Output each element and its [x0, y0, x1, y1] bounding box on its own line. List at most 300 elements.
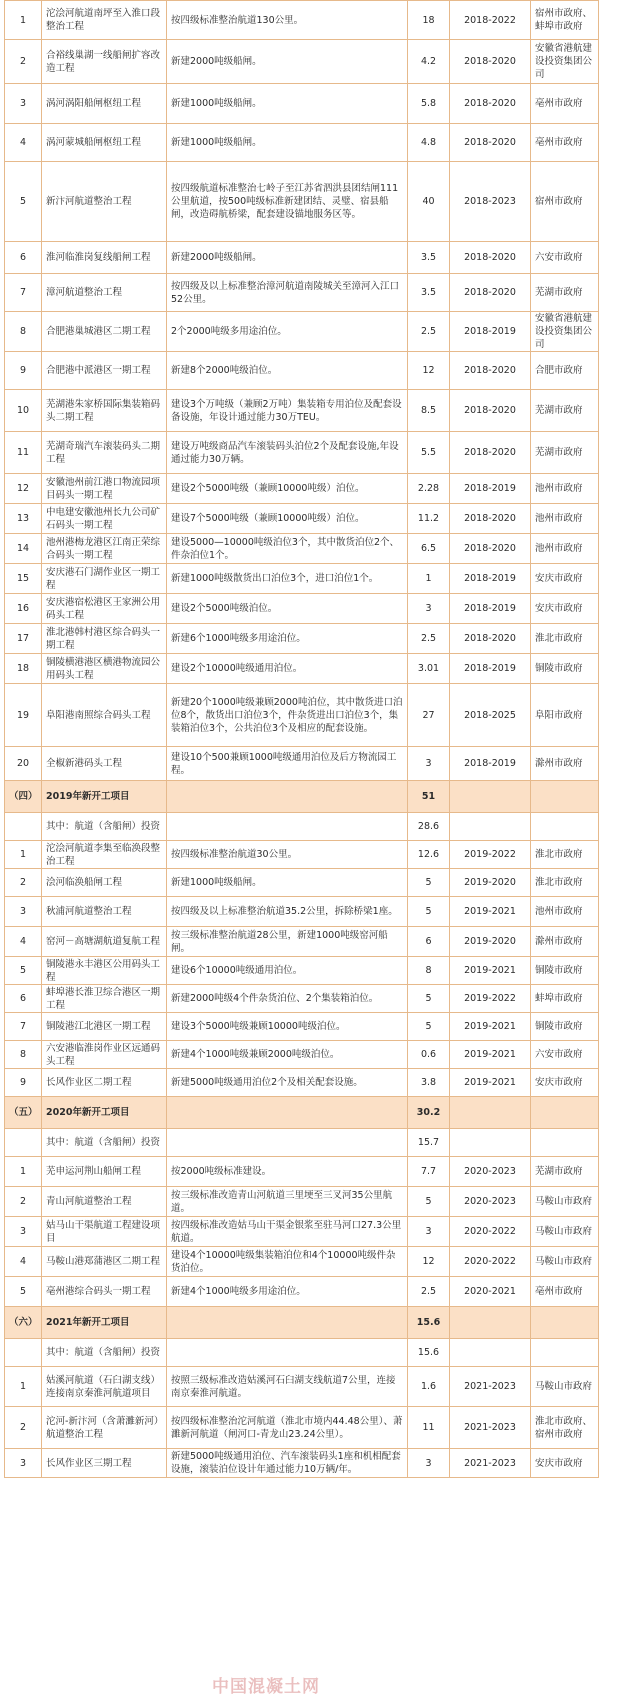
cell-project-name: 姑溪河航道（石臼湖支线）连接南京秦淮河航道项目: [42, 1367, 167, 1407]
cell-owner: 安徽省港航建设投资集团公司: [531, 312, 599, 352]
cell-investment: 1: [408, 564, 450, 594]
cell-period: 2018-2019: [450, 564, 531, 594]
cell-period: 2021-2023: [450, 1449, 531, 1478]
cell-owner: 马鞍山市政府: [531, 1217, 599, 1247]
cell-description: 新建4个1000吨级多用途泊位。: [167, 1277, 408, 1307]
table-row: [5, 1217, 599, 1247]
table-row: [5, 1013, 599, 1041]
cell-owner: 亳州市政府: [531, 124, 599, 162]
cell-investment: 3: [408, 1449, 450, 1478]
cell-index: 14: [5, 534, 42, 564]
cell-description: 按四级及以上标准整治漳河航道南陵城关至漳河入江口52公里。: [167, 274, 408, 312]
cell-index: 8: [5, 1041, 42, 1069]
cell-index: 12: [5, 474, 42, 504]
cell-investment: 15.6: [408, 1307, 450, 1339]
cell-period: 2020-2023: [450, 1187, 531, 1217]
cell-index: 5: [5, 162, 42, 242]
cell-investment: 6: [408, 927, 450, 957]
cell-index: 17: [5, 624, 42, 654]
cell-period: 2019-2021: [450, 1069, 531, 1097]
table-row: [5, 390, 599, 432]
cell-period: 2018-2020: [450, 390, 531, 432]
cell-period: 2020-2023: [450, 1157, 531, 1187]
table-row: [5, 985, 599, 1013]
cell-description: [167, 1339, 408, 1367]
table-row: [5, 312, 599, 352]
cell-project-name: 蚌埠港长淮卫综合港区一期工程: [42, 985, 167, 1013]
cell-description: 建设2个10000吨级通用泊位。: [167, 654, 408, 684]
cell-project-name: 芜湖港朱家桥国际集装箱码头二期工程: [42, 390, 167, 432]
table-row: [5, 124, 599, 162]
table-row: [5, 242, 599, 274]
cell-project-name: 2019年新开工项目: [42, 781, 167, 813]
cell-owner: 芜湖市政府: [531, 432, 599, 474]
cell-description: 按四级标准整治沱河航道（淮北市境内44.48公里）、萧濉新河航道（闸河口-青龙山23.24公里）。: [167, 1407, 408, 1449]
cell-description: 按三级标准改造青山河航道三里埂至三叉河35公里航道。: [167, 1187, 408, 1217]
cell-period: [450, 813, 531, 841]
cell-period: 2019-2021: [450, 957, 531, 985]
cell-investment: 8.5: [408, 390, 450, 432]
cell-description: 新建5000吨级通用泊位2个及相关配套设施。: [167, 1069, 408, 1097]
cell-investment: 11: [408, 1407, 450, 1449]
cell-owner: 亳州市政府: [531, 1277, 599, 1307]
cell-index: 1: [5, 841, 42, 869]
cell-description: 建设3个万吨级（兼顾2万吨）集装箱专用泊位及配套设备设施，年设计通过能力30万TEU。: [167, 390, 408, 432]
cell-period: 2018-2020: [450, 242, 531, 274]
cell-investment: 12: [408, 1247, 450, 1277]
cell-owner: 马鞍山市政府: [531, 1247, 599, 1277]
cell-index: [5, 813, 42, 841]
cell-index: 3: [5, 1449, 42, 1478]
table-row: [5, 1157, 599, 1187]
cell-period: 2019-2021: [450, 1013, 531, 1041]
cell-owner: 池州市政府: [531, 897, 599, 927]
cell-description: 建设2个5000吨级泊位。: [167, 594, 408, 624]
cell-owner: 芜湖市政府: [531, 274, 599, 312]
cell-owner: [531, 781, 599, 813]
cell-description: 按照三级标准改造姑溪河石臼湖支线航道7公里，连接南京秦淮河航道。: [167, 1367, 408, 1407]
table-row: [5, 897, 599, 927]
cell-owner: 安徽省港航建设投资集团公司: [531, 40, 599, 84]
cell-project-name: 亳州港综合码头一期工程: [42, 1277, 167, 1307]
table-row: [5, 1, 599, 40]
cell-owner: 淮北市政府: [531, 624, 599, 654]
cell-index: 10: [5, 390, 42, 432]
cell-project-name: 安庆港宿松港区王家洲公用码头工程: [42, 594, 167, 624]
table-row: [5, 1069, 599, 1097]
cell-description: 新建2000吨级船闸。: [167, 40, 408, 84]
cell-description: 按四级标准整治航道130公里。: [167, 1, 408, 40]
cell-period: 2018-2019: [450, 474, 531, 504]
cell-index: 5: [5, 957, 42, 985]
cell-description: 建设2个5000吨级（兼顾10000吨级）泊位。: [167, 474, 408, 504]
cell-owner: 淮北市政府: [531, 869, 599, 897]
cell-owner: 六安市政府: [531, 242, 599, 274]
cell-investment: 3.8: [408, 1069, 450, 1097]
cell-project-name: 淮北港韩村港区综合码头一期工程: [42, 624, 167, 654]
project-table-body: [5, 1, 599, 1478]
cell-index: （四）: [5, 781, 42, 813]
cell-owner: [531, 1307, 599, 1339]
table-row: [5, 564, 599, 594]
cell-project-name: 新汴河航道整治工程: [42, 162, 167, 242]
cell-index: 1: [5, 1, 42, 40]
cell-investment: 3.01: [408, 654, 450, 684]
cell-project-name: 铜陵港江北港区一期工程: [42, 1013, 167, 1041]
table-row: [5, 1367, 599, 1407]
cell-index: 7: [5, 1013, 42, 1041]
cell-investment: 5: [408, 1187, 450, 1217]
cell-investment: 40: [408, 162, 450, 242]
cell-description: 按四级航道标准整治七岭子至江苏省泗洪县团结闸111公里航道，按500吨级标准新建团结、灵璧、宿县船闸，改造碍航桥梁，配套建设锚地服务区等。: [167, 162, 408, 242]
cell-description: 建设4个10000吨级集装箱泊位和4个10000吨级件杂货泊位。: [167, 1247, 408, 1277]
cell-investment: 5.5: [408, 432, 450, 474]
cell-period: [450, 781, 531, 813]
cell-period: 2019-2020: [450, 927, 531, 957]
cell-period: 2020-2022: [450, 1217, 531, 1247]
cell-index: （五）: [5, 1097, 42, 1129]
cell-investment: 2.28: [408, 474, 450, 504]
cell-owner: 六安市政府: [531, 1041, 599, 1069]
cell-project-name: 涡河涡阳船闸枢纽工程: [42, 84, 167, 124]
cell-owner: 安庆市政府: [531, 594, 599, 624]
cell-investment: 5: [408, 869, 450, 897]
cell-owner: 芜湖市政府: [531, 1157, 599, 1187]
cell-investment: 5: [408, 897, 450, 927]
section-row: [5, 781, 599, 813]
cell-investment: 28.6: [408, 813, 450, 841]
cell-owner: [531, 1339, 599, 1367]
cell-investment: 3: [408, 747, 450, 781]
cell-investment: 15.6: [408, 1339, 450, 1367]
cell-description: 建设7个5000吨级（兼顾10000吨级）泊位。: [167, 504, 408, 534]
table-row: [5, 274, 599, 312]
cell-project-name: 芜湖奇瑞汽车滚装码头二期工程: [42, 432, 167, 474]
cell-investment: 3: [408, 594, 450, 624]
section-row: [5, 1097, 599, 1129]
cell-index: 4: [5, 1247, 42, 1277]
table-row: [5, 1247, 599, 1277]
cell-period: 2018-2020: [450, 624, 531, 654]
cell-owner: [531, 813, 599, 841]
cell-period: [450, 1097, 531, 1129]
cell-project-name: 沱浍河航道南坪至入淮口段整治工程: [42, 1, 167, 40]
table-row: [5, 1407, 599, 1449]
cell-index: 3: [5, 897, 42, 927]
cell-owner: [531, 1097, 599, 1129]
cell-project-name: 六安港临淮岗作业区远通码头工程: [42, 1041, 167, 1069]
cell-project-name: 其中：航道（含船闸）投资: [42, 1129, 167, 1157]
cell-owner: 宿州市政府: [531, 162, 599, 242]
cell-investment: 15.7: [408, 1129, 450, 1157]
cell-investment: 3.5: [408, 274, 450, 312]
cell-investment: 5.8: [408, 84, 450, 124]
cell-owner: 宿州市政府、蚌埠市政府: [531, 1, 599, 40]
cell-index: 9: [5, 352, 42, 390]
cell-period: 2018-2025: [450, 684, 531, 747]
cell-project-name: 中电建安徽池州长九公司矿石码头一期工程: [42, 504, 167, 534]
cell-investment: 12.6: [408, 841, 450, 869]
cell-index: 13: [5, 504, 42, 534]
cell-index: 1: [5, 1157, 42, 1187]
table-row: [5, 84, 599, 124]
cell-description: 新建5000吨级通用泊位、汽车滚装码头1座和机相配套设施，滚装泊位设计年通过能力10万辆/年。: [167, 1449, 408, 1478]
table-row: [5, 504, 599, 534]
cell-period: 2021-2023: [450, 1407, 531, 1449]
cell-project-name: 沱河-新汴河（含萧濉新河）航道整治工程: [42, 1407, 167, 1449]
table-row: [5, 1277, 599, 1307]
table-row: [5, 1187, 599, 1217]
cell-period: 2018-2020: [450, 124, 531, 162]
cell-description: [167, 813, 408, 841]
cell-description: [167, 1307, 408, 1339]
cell-description: 建设3个5000吨级兼顾10000吨级泊位。: [167, 1013, 408, 1041]
cell-description: 新建2000吨级船闸。: [167, 242, 408, 274]
cell-project-name: 合肥港中派港区一期工程: [42, 352, 167, 390]
cell-investment: 4.2: [408, 40, 450, 84]
cell-description: 按四级及以上标准整治航道35.2公里，拆除桥梁1座。: [167, 897, 408, 927]
cell-period: 2018-2019: [450, 654, 531, 684]
table-row: [5, 927, 599, 957]
cell-owner: 池州市政府: [531, 504, 599, 534]
cell-owner: 淮北市政府、宿州市政府: [531, 1407, 599, 1449]
table-row: [5, 162, 599, 242]
cell-investment: 12: [408, 352, 450, 390]
cell-description: 建设10个500兼顾1000吨级通用泊位及后方物流园工程。: [167, 747, 408, 781]
cell-investment: 18: [408, 1, 450, 40]
cell-description: 2个2000吨级多用途泊位。: [167, 312, 408, 352]
cell-investment: 5: [408, 1013, 450, 1041]
cell-project-name: 2021年新开工项目: [42, 1307, 167, 1339]
cell-project-name: 2020年新开工项目: [42, 1097, 167, 1129]
table-row: [5, 474, 599, 504]
cell-period: 2018-2019: [450, 312, 531, 352]
cell-index: 11: [5, 432, 42, 474]
cell-description: 新建6个1000吨级多用途泊位。: [167, 624, 408, 654]
cell-index: 6: [5, 242, 42, 274]
cell-period: [450, 1339, 531, 1367]
cell-index: （六）: [5, 1307, 42, 1339]
cell-owner: 池州市政府: [531, 474, 599, 504]
cell-project-name: 姑马山干渠航道工程建设项目: [42, 1217, 167, 1247]
section-row: [5, 1307, 599, 1339]
table-row: [5, 624, 599, 654]
cell-owner: 滁州市政府: [531, 747, 599, 781]
cell-owner: 亳州市政府: [531, 84, 599, 124]
cell-investment: 6.5: [408, 534, 450, 564]
cell-description: 按四级标准改造姑马山干渠金银浆至驻马河口27.3公里航道。: [167, 1217, 408, 1247]
project-table: [4, 0, 599, 1478]
cell-investment: 2.5: [408, 1277, 450, 1307]
subtotal-row: [5, 1129, 599, 1157]
cell-owner: [531, 1129, 599, 1157]
cell-index: [5, 1339, 42, 1367]
cell-investment: 27: [408, 684, 450, 747]
cell-index: 4: [5, 927, 42, 957]
cell-description: 建设6个10000吨级通用泊位。: [167, 957, 408, 985]
cell-index: 2: [5, 1407, 42, 1449]
cell-owner: 合肥市政府: [531, 352, 599, 390]
cell-period: 2018-2022: [450, 1, 531, 40]
cell-index: 6: [5, 985, 42, 1013]
cell-project-name: 合肥港巢城港区二期工程: [42, 312, 167, 352]
cell-description: 按三级标准整治航道28公里，新建1000吨级窑河船闸。: [167, 927, 408, 957]
cell-period: 2019-2020: [450, 869, 531, 897]
cell-project-name: 铜陵港永丰港区公用码头工程: [42, 957, 167, 985]
table-row: [5, 841, 599, 869]
cell-description: 新建1000吨级船闸。: [167, 124, 408, 162]
cell-owner: 阜阳市政府: [531, 684, 599, 747]
cell-period: 2019-2022: [450, 985, 531, 1013]
table-row: [5, 432, 599, 474]
cell-index: 5: [5, 1277, 42, 1307]
cell-period: 2019-2021: [450, 897, 531, 927]
cell-project-name: 其中：航道（含船闸）投资: [42, 813, 167, 841]
cell-project-name: 长风作业区三期工程: [42, 1449, 167, 1478]
cell-index: 3: [5, 1217, 42, 1247]
cell-description: [167, 1129, 408, 1157]
cell-period: 2020-2022: [450, 1247, 531, 1277]
cell-index: 2: [5, 869, 42, 897]
cell-project-name: 全椒新港码头工程: [42, 747, 167, 781]
table-row: [5, 654, 599, 684]
cell-project-name: 安徽池州前江港口物流园项目码头一期工程: [42, 474, 167, 504]
cell-index: 18: [5, 654, 42, 684]
cell-project-name: 芜申运河荆山船闸工程: [42, 1157, 167, 1187]
cell-period: 2019-2022: [450, 841, 531, 869]
cell-project-name: 长风作业区二期工程: [42, 1069, 167, 1097]
cell-investment: 3: [408, 1217, 450, 1247]
site-watermark: 中国混凝土网: [212, 1677, 320, 1697]
cell-investment: 5: [408, 985, 450, 1013]
cell-investment: 8: [408, 957, 450, 985]
table-row: [5, 684, 599, 747]
cell-index: 15: [5, 564, 42, 594]
cell-period: 2019-2021: [450, 1041, 531, 1069]
table-row: [5, 747, 599, 781]
cell-project-name: 窑河－高塘湖航道复航工程: [42, 927, 167, 957]
table-row: [5, 1041, 599, 1069]
subtotal-row: [5, 813, 599, 841]
cell-index: 2: [5, 1187, 42, 1217]
cell-project-name: 漳河航道整治工程: [42, 274, 167, 312]
cell-description: 按四级标准整治航道30公里。: [167, 841, 408, 869]
cell-period: 2018-2020: [450, 534, 531, 564]
cell-investment: 51: [408, 781, 450, 813]
cell-owner: 蚌埠市政府: [531, 985, 599, 1013]
table-row: [5, 869, 599, 897]
cell-investment: 7.7: [408, 1157, 450, 1187]
cell-index: 20: [5, 747, 42, 781]
cell-description: [167, 1097, 408, 1129]
cell-project-name: 马鞍山港郑蒲港区二期工程: [42, 1247, 167, 1277]
table-row: [5, 957, 599, 985]
cell-index: 3: [5, 84, 42, 124]
cell-owner: 安庆市政府: [531, 564, 599, 594]
cell-owner: 马鞍山市政府: [531, 1367, 599, 1407]
cell-description: 新建8个2000吨级泊位。: [167, 352, 408, 390]
cell-period: 2018-2020: [450, 504, 531, 534]
cell-description: [167, 781, 408, 813]
cell-period: 2018-2020: [450, 432, 531, 474]
cell-project-name: 青山河航道整治工程: [42, 1187, 167, 1217]
cell-owner: 安庆市政府: [531, 1449, 599, 1478]
table-row: [5, 352, 599, 390]
cell-project-name: 阜阳港南照综合码头工程: [42, 684, 167, 747]
cell-period: 2018-2020: [450, 84, 531, 124]
cell-description: 新建1000吨级船闸。: [167, 869, 408, 897]
cell-project-name: 合裕线巢湖一线船闸扩容改造工程: [42, 40, 167, 84]
cell-project-name: 其中：航道（含船闸）投资: [42, 1339, 167, 1367]
cell-investment: 2.5: [408, 312, 450, 352]
cell-period: [450, 1307, 531, 1339]
cell-description: 新建1000吨级散货出口泊位3个，进口泊位1个。: [167, 564, 408, 594]
cell-period: 2018-2020: [450, 274, 531, 312]
cell-period: 2018-2019: [450, 594, 531, 624]
cell-index: 16: [5, 594, 42, 624]
cell-owner: 芜湖市政府: [531, 390, 599, 432]
cell-owner: 马鞍山市政府: [531, 1187, 599, 1217]
cell-description: 新建4个1000吨级兼顾2000吨级泊位。: [167, 1041, 408, 1069]
cell-investment: 2.5: [408, 624, 450, 654]
cell-investment: 0.6: [408, 1041, 450, 1069]
cell-investment: 30.2: [408, 1097, 450, 1129]
cell-project-name: 涡河蒙城船闸枢纽工程: [42, 124, 167, 162]
cell-project-name: 池州港梅龙港区江南正荣综合码头一期工程: [42, 534, 167, 564]
cell-project-name: 浍河临涣船闸工程: [42, 869, 167, 897]
cell-index: [5, 1129, 42, 1157]
cell-description: 新建20个1000吨级兼顾2000吨泊位，其中散货进口泊位8个，散货出口泊位3个，件杂货进出口泊位3个，集装箱泊位3个，公共泊位3个及相应的配套设施。: [167, 684, 408, 747]
cell-index: 9: [5, 1069, 42, 1097]
table-row: [5, 40, 599, 84]
cell-period: [450, 1129, 531, 1157]
table-row: [5, 1449, 599, 1478]
cell-description: 建设万吨级商品汽车滚装码头泊位2个及配套设施,年设通过能力30万辆。: [167, 432, 408, 474]
cell-investment: 1.6: [408, 1367, 450, 1407]
subtotal-row: [5, 1339, 599, 1367]
cell-index: 19: [5, 684, 42, 747]
cell-description: 新建2000吨级4个件杂货泊位、2个集装箱泊位。: [167, 985, 408, 1013]
table-row: [5, 534, 599, 564]
cell-owner: 池州市政府: [531, 534, 599, 564]
cell-project-name: 淮河临淮岗复线船闸工程: [42, 242, 167, 274]
cell-project-name: 沱浍河航道李集至临涣段整治工程: [42, 841, 167, 869]
table-row: [5, 594, 599, 624]
cell-owner: 滁州市政府: [531, 927, 599, 957]
cell-owner: 铜陵市政府: [531, 1013, 599, 1041]
cell-period: 2018-2019: [450, 747, 531, 781]
cell-project-name: 安庆港石门湖作业区一期工程: [42, 564, 167, 594]
cell-index: 8: [5, 312, 42, 352]
cell-description: 按2000吨级标准建设。: [167, 1157, 408, 1187]
cell-period: 2018-2023: [450, 162, 531, 242]
cell-investment: 11.2: [408, 504, 450, 534]
cell-owner: 铜陵市政府: [531, 654, 599, 684]
cell-index: 2: [5, 40, 42, 84]
cell-project-name: 铜陵横港港区横港物流园公用码头工程: [42, 654, 167, 684]
cell-investment: 3.5: [408, 242, 450, 274]
cell-period: 2020-2021: [450, 1277, 531, 1307]
cell-index: 1: [5, 1367, 42, 1407]
cell-description: 新建1000吨级船闸。: [167, 84, 408, 124]
cell-period: 2021-2023: [450, 1367, 531, 1407]
cell-description: 建设5000—10000吨级泊位3个，其中散货泊位2个、件杂泊位1个。: [167, 534, 408, 564]
cell-owner: 淮北市政府: [531, 841, 599, 869]
cell-index: 4: [5, 124, 42, 162]
cell-owner: 铜陵市政府: [531, 957, 599, 985]
cell-owner: 安庆市政府: [531, 1069, 599, 1097]
cell-index: 7: [5, 274, 42, 312]
